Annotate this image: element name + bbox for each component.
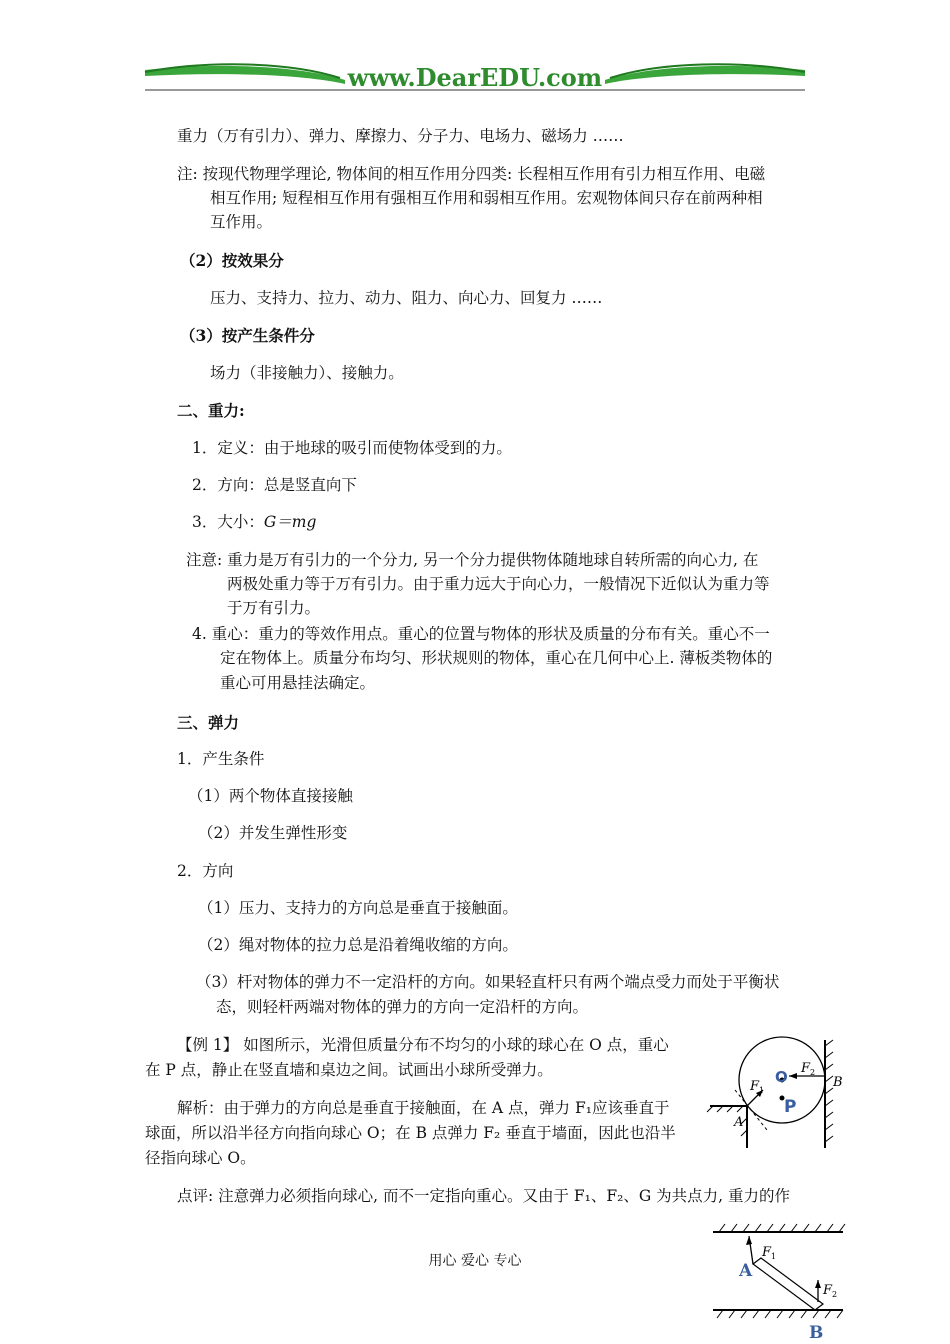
page-footer: 用心 爱心 专心 (428, 1253, 522, 1269)
text-line: 重力（万有引力）、弹力、摩擦力、分子力、电场力、磁场力 …… (177, 127, 624, 145)
text-line: （3）杆对物体的弹力不一定沿杆的方向。如果轻直杆只有两个端点受力而处于平衡状 (196, 973, 780, 991)
text-line: （2）绳对物体的拉力总是沿着绳收缩的方向。 (198, 936, 518, 954)
text-line: 场力（非接触力）、接触力。 (210, 364, 404, 382)
subheading: （2）按效果分 (180, 251, 284, 270)
label-F1: $F_1$ (750, 1079, 765, 1095)
text-line: 1．定义：由于地球的吸引而使物体受到的力。 (192, 439, 512, 457)
label-F2: $F_2$ (801, 1061, 816, 1077)
subheading: （3）按产生条件分 (180, 326, 315, 345)
example-line: 在 P 点，静止在竖直墙和桌边之间。试画出小球所受弹力。 (145, 1061, 553, 1079)
section-heading: 二、重力: (177, 401, 245, 420)
ball-wall-figure (705, 1030, 855, 1155)
note-line: 注意: 重力是万有引力的一个分力, 另一个分力提供物体随地球自转所需的向心力, 在 (186, 551, 759, 569)
analysis-line: 径指向球心 O。 (145, 1149, 256, 1167)
rod-figure (705, 1218, 850, 1344)
comment-line: 点评: 注意弹力必须指向球心, 而不一定指向重心。又由于 F₁、F₂、G 为共点力, 重力的作 (177, 1187, 791, 1205)
note-line: 两极处重力等于万有引力。由于重力远大于向心力，一般情况下近似认为重力等 (227, 575, 770, 593)
note-line: 于万有引力。 (227, 599, 321, 617)
site-name: www.DearEDU.com (347, 63, 603, 92)
label-A: A (739, 1261, 753, 1281)
text-line: 2．方向：总是竖直向下 (192, 476, 357, 494)
label-B: B (833, 1075, 843, 1090)
text-line: 定在物体上。质量分布均匀、形状规则的物体，重心在几何中心上. 薄板类物体的 (220, 649, 773, 667)
example-line: 【例 1】 如图所示，光滑但质量分布不均匀的小球的球心在 O 点，重心 (177, 1036, 669, 1054)
text-line: （2）并发生弹性形变 (198, 824, 348, 842)
label-F2: $F_2$ (823, 1283, 838, 1299)
label-O: O (775, 1068, 788, 1086)
text-line: 2．方向 (177, 862, 234, 880)
header-logo (0, 0, 950, 100)
note-line: 注: 按现代物理学理论, 物体间的相互作用分四类: 长程相互作用有引力相互作用、电磁 (177, 165, 766, 183)
text-line: 重心可用悬挂法确定。 (220, 674, 376, 692)
label-F1: $F_1$ (762, 1245, 777, 1261)
label-B: B (809, 1323, 824, 1343)
formula: G＝mg (263, 513, 317, 531)
size-label: 3．大小： (192, 513, 264, 531)
note-line: 相互作用; 短程相互作用有强相互作用和弱相互作用。宏观物体间只存在前两种相 (210, 189, 763, 207)
analysis-line: 球面，所以沿半径方向指向球心 O；在 B 点弹力 F₂ 垂直于墙面，因此也沿半 (145, 1124, 676, 1142)
text-line: （1）压力、支持力的方向总是垂直于接触面。 (198, 899, 518, 917)
text-line: （1）两个物体直接接触 (188, 787, 353, 805)
text-line (192, 510, 316, 535)
section-heading: 三、弹力 (177, 713, 240, 732)
text-line: 压力、支持力、拉力、动力、阻力、向心力、回复力 …… (210, 289, 603, 307)
text-line: 态，则轻杆两端对物体的弹力的方向一定沿杆的方向。 (216, 998, 589, 1016)
label-P: P (784, 1097, 797, 1117)
analysis-line: 解析：由于弹力的方向总是垂直于接触面，在 A 点，弹力 F₁应该垂直于 (177, 1099, 670, 1117)
note-line: 互作用。 (210, 213, 273, 231)
text-line: 4. 重心：重力的等效作用点。重心的位置与物体的形状及质量的分布有关。重心不一 (192, 625, 770, 643)
label-A: A (734, 1115, 744, 1130)
text-line: 1．产生条件 (177, 750, 265, 768)
